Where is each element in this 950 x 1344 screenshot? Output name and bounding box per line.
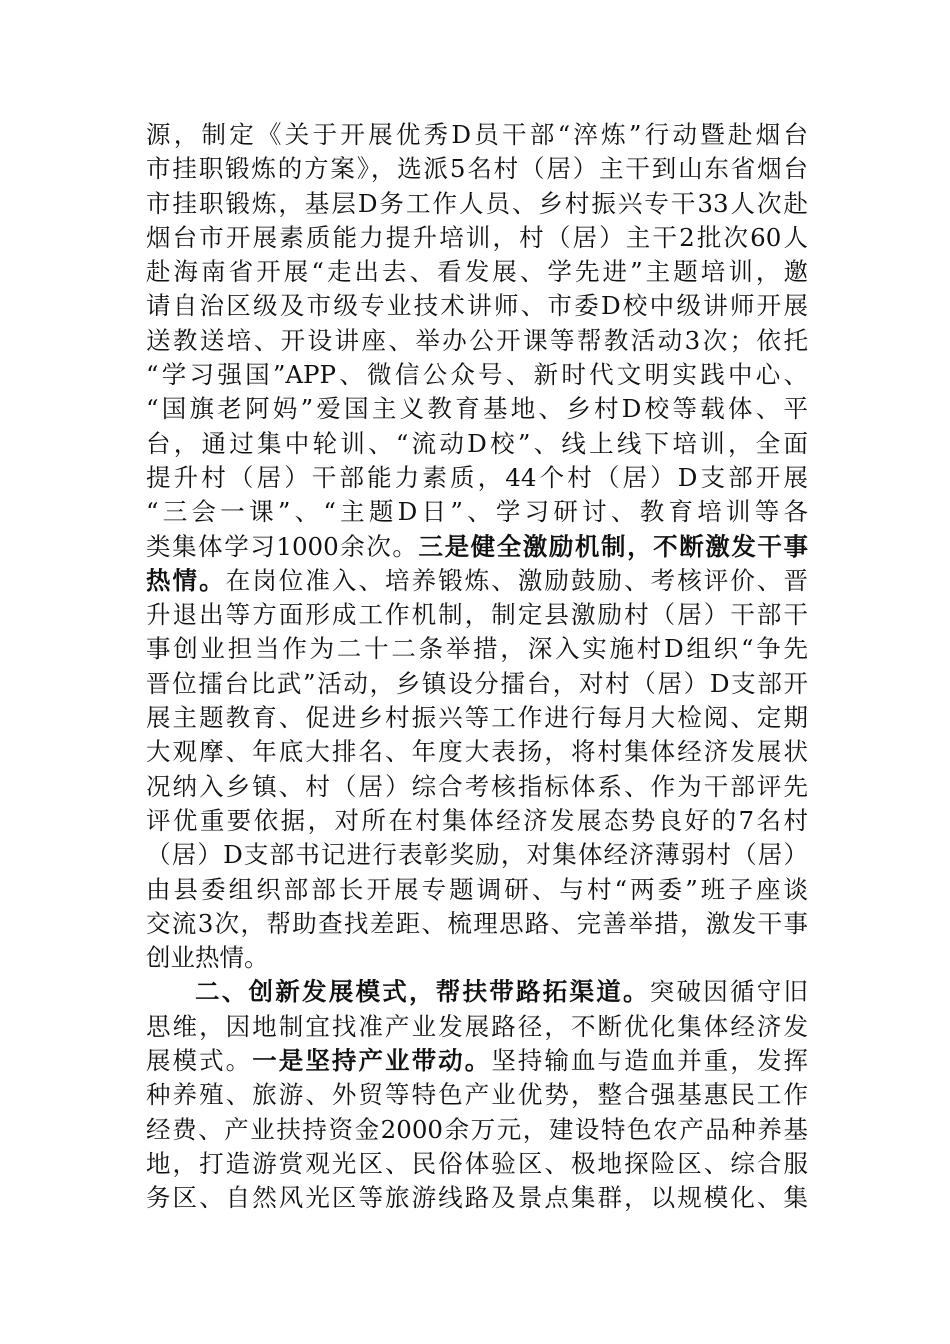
text-line xyxy=(146,838,808,872)
text-run: 况纳入乡镇、村（居）综合考核指标体系、作为干部评先 xyxy=(146,771,808,801)
text-run: 突破因循守旧 xyxy=(649,977,808,1007)
text-run: 送教送培、开设讲座、举办公开课等帮教活动3次；依托 xyxy=(146,325,808,355)
text-line xyxy=(146,941,808,975)
text-line xyxy=(146,1113,808,1147)
text-line xyxy=(146,975,808,1009)
text-line xyxy=(146,735,808,769)
text-line xyxy=(146,255,808,289)
text-run: 创业热情。 xyxy=(146,943,269,973)
text-run: 市挂职锻炼的方案》，选派5名村（居）主干到山东省烟台 xyxy=(146,154,808,184)
text-line xyxy=(146,392,808,426)
text-line xyxy=(146,1044,808,1078)
bold-text: 二、创新发展模式，帮扶带路拓渠道。 xyxy=(195,977,650,1007)
text-run: 种养殖、旅游、外贸等特色产业优势，整合强基惠民工作 xyxy=(146,1080,808,1110)
text-run: 思维，因地制宜找准产业发展路径，不断优化集体经济发 xyxy=(146,1011,808,1041)
text-line xyxy=(146,1078,808,1112)
text-run: 评优重要依据，对所在村集体经济发展态势良好的7名村 xyxy=(146,805,808,835)
text-line xyxy=(146,495,808,529)
text-run: “国旗老阿妈”爱国主义教育基地、乡村D校等载体、平 xyxy=(146,394,808,424)
text-line xyxy=(146,324,808,358)
text-run: 坚持输血与造血并重，发挥 xyxy=(491,1046,808,1076)
text-line xyxy=(146,187,808,221)
text-line xyxy=(146,427,808,461)
text-line xyxy=(146,907,808,941)
text-run: 大观摩、年底大排名、年度大表扬，将村集体经济发展状 xyxy=(146,737,808,767)
bold-text: 三是健全激励机制，不断激发干事 xyxy=(418,531,808,561)
text-run: 务区、自然风光区等旅游线路及景点集群，以规模化、集 xyxy=(146,1183,808,1213)
text-line xyxy=(146,1010,808,1044)
text-run: 台，通过集中轮训、“流动D校”、线上线下培训，全面 xyxy=(146,428,808,458)
text-line xyxy=(146,770,808,804)
text-run: 请自治区级及市级专业技术讲师、市委D校中级讲师开展 xyxy=(146,291,808,321)
text-line xyxy=(146,1181,808,1215)
text-line xyxy=(146,564,808,598)
text-run: 事创业担当作为二十二条举措，深入实施村D组织“争先 xyxy=(146,634,808,664)
text-line xyxy=(146,221,808,255)
text-line xyxy=(146,118,808,152)
text-run: 晋位擂台比武”活动，乡镇设分擂台，对村（居）D支部开 xyxy=(146,668,808,698)
text-run: 源，制定《关于开展优秀D员干部“淬炼”行动暨赴烟台 xyxy=(146,120,808,149)
text-run: “三会一课”、“主题D日”、学习研讨、教育培训等各 xyxy=(146,497,808,527)
text-line xyxy=(146,701,808,735)
text-line xyxy=(146,667,808,701)
text-run: 在岗位准入、培养锻炼、激励鼓励、考核评价、晋 xyxy=(225,565,808,595)
text-run: 展主题教育、促进乡村振兴等工作进行每月大检阅、定期 xyxy=(146,703,808,733)
text-line xyxy=(146,358,808,392)
text-line xyxy=(146,804,808,838)
text-line xyxy=(146,289,808,323)
text-line xyxy=(146,530,808,564)
text-line xyxy=(146,152,808,186)
bold-text: 热情。 xyxy=(146,565,226,595)
text-run: 烟台市开展素质能力提升培训，村（居）主干2批次60人 xyxy=(146,222,808,252)
text-run: “学习强国”APP、微信公众号、新时代文明实践中心、 xyxy=(146,360,808,390)
text-line xyxy=(146,1147,808,1181)
text-line xyxy=(146,632,808,666)
text-run: 经费、产业扶持资金2000余万元，建设特色农产品种养基 xyxy=(146,1114,808,1144)
text-run: 地，打造游赏观光区、民俗体验区、极地探险区、综合服 xyxy=(146,1148,808,1178)
body-text xyxy=(146,118,808,1216)
text-run: 赴海南省开展“走出去、看发展、学先进”主题培训，邀 xyxy=(146,257,808,287)
text-line xyxy=(146,598,808,632)
text-run: 市挂职锻炼，基层D务工作人员、乡村振兴专干33人次赴 xyxy=(146,188,808,218)
text-run: 展模式。 xyxy=(146,1046,253,1076)
text-line xyxy=(146,873,808,907)
text-run: 升退出等方面形成工作机制，制定县激励村（居）干部干 xyxy=(146,600,808,630)
text-run: 提升村（居）干部能力素质，44个村（居）D支部开展 xyxy=(146,462,808,492)
bold-text: 一是坚持产业带动。 xyxy=(252,1046,492,1076)
text-run: 类集体学习1000余次。 xyxy=(146,531,419,561)
text-line xyxy=(146,461,808,495)
text-run: 由县委组织部部长开展专题调研、与村“两委”班子座谈 xyxy=(146,874,808,904)
text-run: 交流3次，帮助查找差距、梳理思路、完善举措，激发干事 xyxy=(146,908,808,938)
text-run: （居）D支部书记进行表彰奖励，对集体经济薄弱村（居） xyxy=(146,840,808,870)
